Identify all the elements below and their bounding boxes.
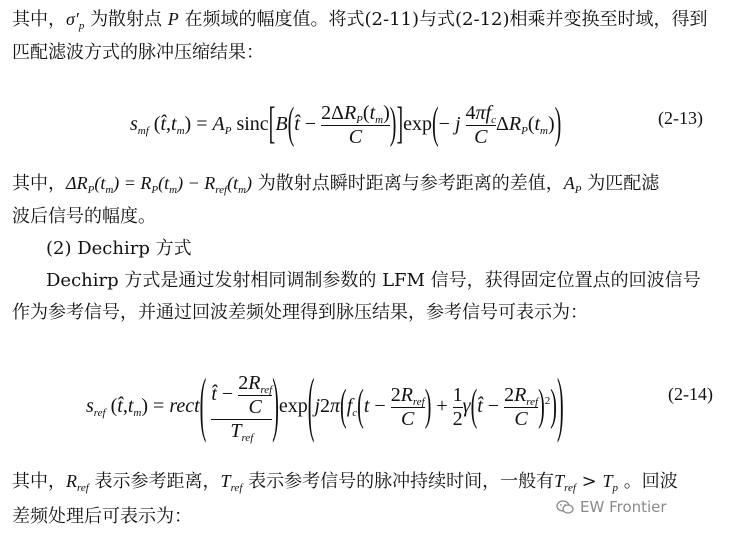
paragraph-4-line-2: 差频处理后可表示为： — [12, 506, 192, 527]
paragraph-1-line-2: 匹配滤波方式的脉冲压缩结果： — [12, 42, 264, 63]
equation-2-13: $s_{mf}$ $(t̂,t_m) = A_P$ sinc[B(t̂ − $\frac{2\Delta R_P(t_m)}{C}$ )]exp(− j $\frac{4\pi f_c}{C}$ $\Delta R_P(t_m)$) (2-13) — [130, 100, 703, 149]
wechat-icon — [556, 500, 574, 514]
paragraph-3-line-1: Dechirp 方式是通过发射相同调制参数的 LFM 信号，获得固定位置点的回波信号 — [46, 270, 701, 291]
watermark — [556, 498, 667, 516]
paragraph-2-line-1: 其中，$\Delta R_P(t_m) = R_P(t_m) - R_{ref}(t_m)$ 为散射点瞬时距离与参考距离的差值，$A_P$ 为匹配滤 — [12, 173, 660, 196]
equation-number-2-14: (2-14) — [668, 384, 713, 404]
paragraph-2-line-2: 波后信号的幅度。 — [12, 206, 156, 227]
sigma-p-prime: $\sigma'_p$ — [66, 9, 85, 32]
equation-2-14: $s_{ref}$ $(t̂,t_m)$ = rect( t̂ − $\frac{2R_{ref}}{C}$ $T_{ref}$ )$\exp(j2\pi(f_c(t$ − $\frac{2R_{ref}}{C}$ ) + $\frac{1}{2}$ γ(t̂ − $\frac{2R_{ref}}{C}$ )$^2$)) (2-14) — [86, 366, 713, 446]
paragraph-3-line-2: 作为参考信号，并通过回波差频处理得到脉压结果，参考信号可表示为： — [12, 302, 588, 323]
section-heading-dechirp: (2) Dechirp 方式 — [46, 238, 192, 259]
paragraph-1-line-1: 其中，$\sigma'_p$ 为散射点 P 在频域的幅度值。将式(2-11)与式(2-12)相乘并变换至时域，得到 — [12, 9, 708, 32]
equation-number-2-13: (2-13) — [658, 108, 703, 128]
watermark-text: EW Frontier — [580, 498, 667, 516]
paragraph-4-line-1: 其中，$R_{ref}$ 表示参考距离，$T_{ref}$ 表示参考信号的脉冲持续时间，一般有$T_{ref} > T_p$ 。回波 — [12, 471, 678, 494]
